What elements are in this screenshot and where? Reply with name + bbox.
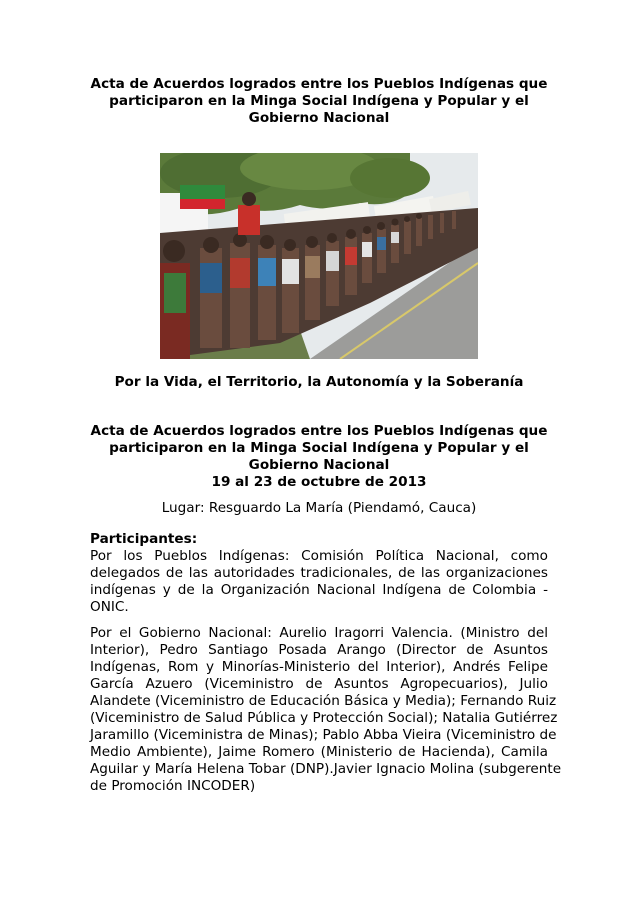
- title-line: participaron en la Minga Social Indígena y Popular y el: [109, 440, 529, 456]
- title-line: Gobierno Nacional: [248, 110, 390, 126]
- government-participants-paragraph: [90, 625, 562, 795]
- paragraph-line: ONIC.: [90, 599, 129, 615]
- paragraph-line: Por los Pueblos Indígenas: Comisión Política Nacional, como: [90, 548, 548, 564]
- date-line: 19 al 23 de octubre de 2013: [211, 474, 427, 490]
- title-line: participaron en la Minga Social Indígena y Popular y el: [109, 93, 529, 109]
- place-line: Lugar: Resguardo La María (Piendamó, Cauca): [161, 500, 477, 516]
- document-subtitle: [90, 423, 548, 491]
- document-title: [90, 76, 548, 127]
- paragraph-line: indígenas y de la Organización Nacional Indígena de Colombia -: [90, 582, 548, 598]
- paragraph-line: Medio Ambiente), Jaime Romero (Ministerio de Hacienda), Camila: [90, 744, 548, 760]
- paragraph-line: delegados de las autoridades tradicionales, de las organizaciones: [90, 565, 548, 581]
- title-line: Acta de Acuerdos logrados entre los Pueblos Indígenas que: [90, 423, 548, 439]
- paragraph-line: Por el Gobierno Nacional: Aurelio Iragorri Valencia. (Ministro del: [90, 625, 548, 641]
- participants-label: Participantes:: [90, 531, 198, 547]
- paragraph-line: Alandete (Viceministro de Educación Básica y Media); Fernando Ruiz: [90, 693, 557, 709]
- paragraph-line: Jaramillo (Viceministra de Minas); Pablo Abba Vieira (Viceministro de: [90, 727, 557, 743]
- paragraph-line: García Azuero (Viceministro de Asuntos Agropecuarios), Julio: [90, 676, 548, 692]
- paragraph-line: de Promoción INCODER): [90, 778, 256, 794]
- title-line: Acta de Acuerdos logrados entre los Pueblos Indígenas que: [90, 76, 548, 92]
- paragraph-line: (Viceministro de Salud Pública y Protección Social); Natalia Gutiérrez: [90, 710, 558, 726]
- paragraph-line: Interior), Pedro Santiago Posada Arango (Director de Asuntos: [90, 642, 548, 658]
- motto: Por la Vida, el Territorio, la Autonomía y la Soberanía: [114, 374, 524, 390]
- paragraph-line: Indígenas, Rom y Minorías-Ministerio del Interior), Andrés Felipe: [90, 659, 548, 675]
- title-line: Gobierno Nacional: [248, 457, 390, 473]
- paragraph-line: Aguilar y María Helena Tobar (DNP).Javier Ignacio Molina (subgerente: [90, 761, 562, 777]
- indigenous-participants-paragraph: [90, 548, 548, 616]
- photo-marchers-road: [160, 153, 478, 359]
